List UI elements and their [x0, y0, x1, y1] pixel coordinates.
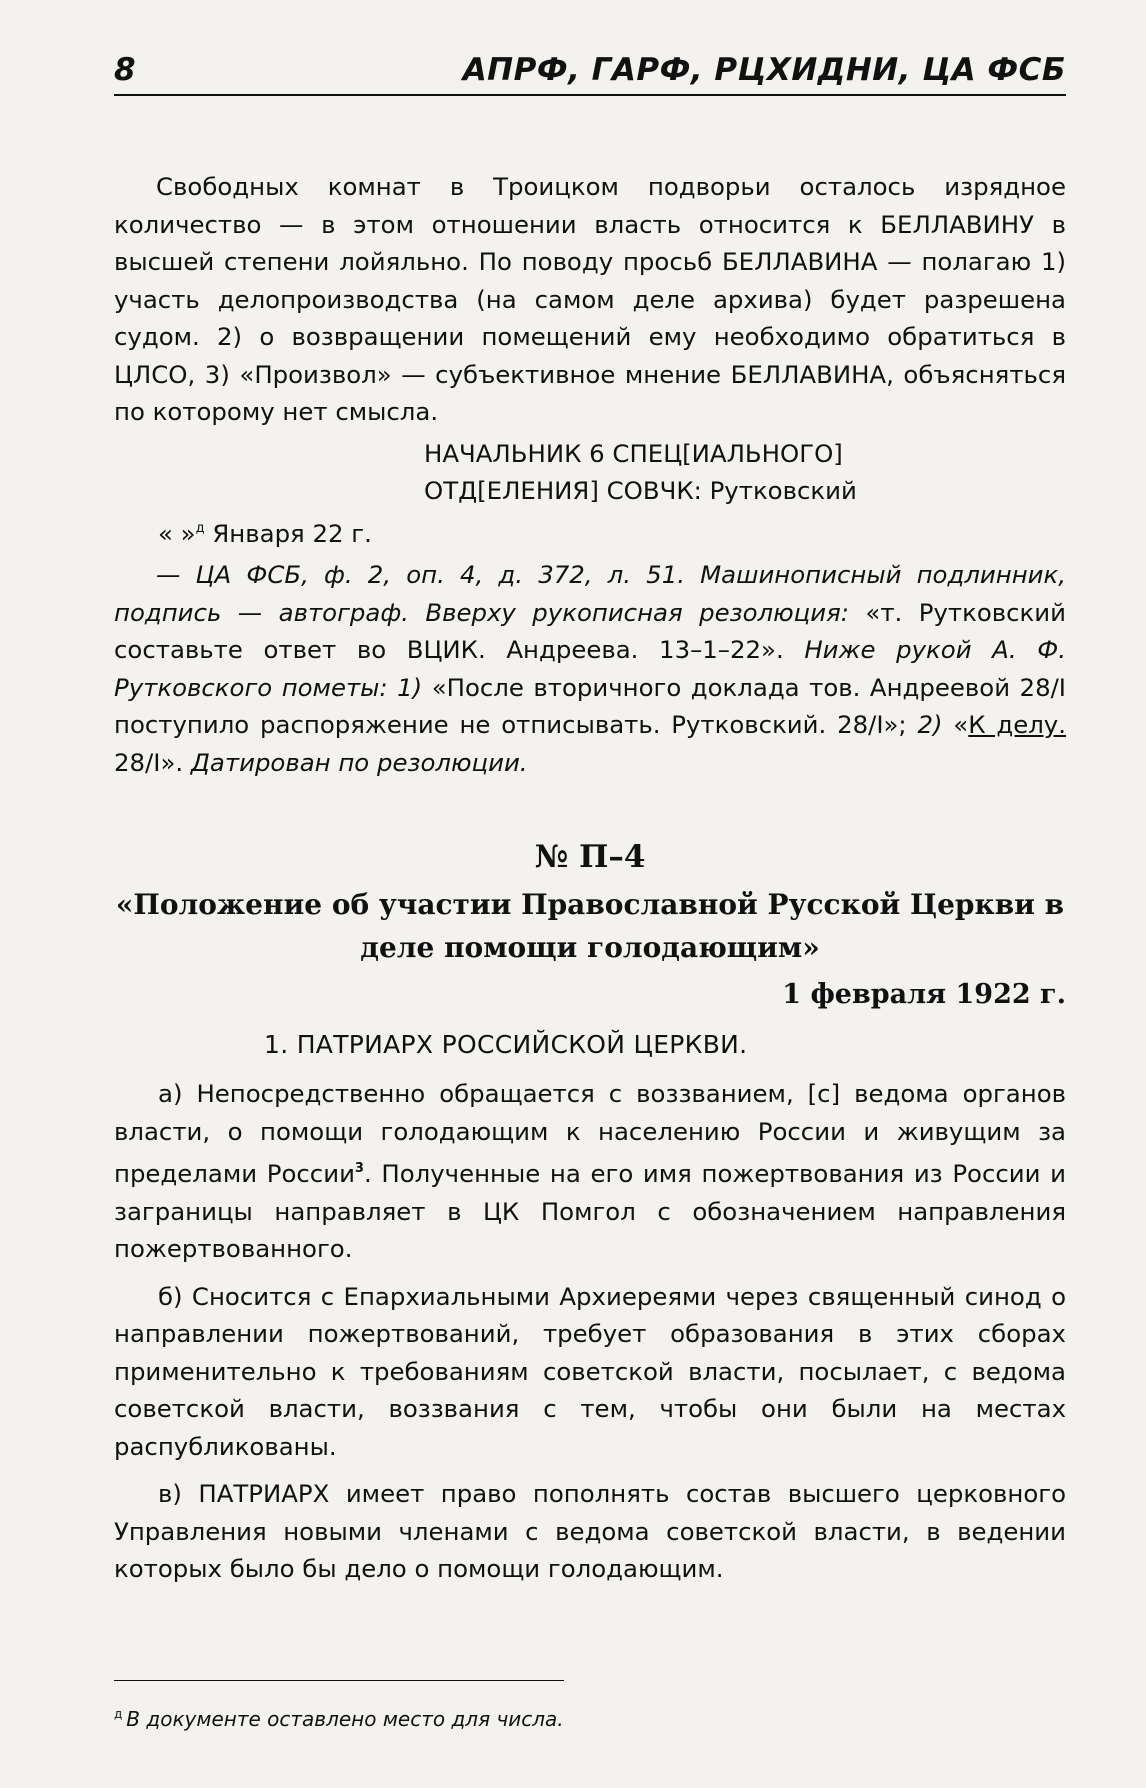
- source-part-4: «После вторичного доклада тов. Андреевой 28/I поступило распоряжение не отписывать. Рутковский. 28/I»;: [114, 672, 1066, 739]
- running-title: АПРФ, ГАРФ, РЦХИДНИ, ЦА ФСБ: [462, 52, 1066, 88]
- document-number: № П–4: [534, 839, 646, 875]
- footnote-text: В документе оставлено место для числа.: [126, 1707, 564, 1731]
- document-title: «Положение об участии Православной Русской Церкви в деле помощи голодающим»: [115, 888, 1065, 964]
- footnote-divider: [114, 1680, 564, 1681]
- document-date: 1 февраля 1922 г.: [782, 979, 1066, 1010]
- signature-block: [424, 435, 1066, 510]
- running-head: [114, 52, 1066, 96]
- date-suffix: Января 22 г.: [204, 518, 372, 548]
- source-part-5: 2): [906, 710, 954, 739]
- page: [114, 52, 1066, 1752]
- footnote-marker: д: [114, 1707, 123, 1721]
- item-a-text-1: а) Непосредственно обращается с воззванием, [с] ведома органов власти, о помощи голодающим к населению России и живущим за пределами России: [114, 1079, 1066, 1188]
- archival-source-note: [114, 556, 1066, 781]
- item-b: б) Сносится с Епархиальными Архиереями через священный синод о направлении пожертвований, требует образования в этих сборах применительно к требованиям советской власти, посылает, с ведома советской власти, воззвания с тем, чтобы они были на местах распубликованы.: [114, 1281, 1066, 1461]
- section-heading: 1. ПАТРИАРХ РОССИЙСКОЙ ЦЕРКВИ.: [264, 1030, 748, 1059]
- source-part-3: Ниже рукой А. Ф. Рутковского пометы: 1): [114, 635, 1066, 702]
- signature-line-1: НАЧАЛЬНИК 6 СПЕЦ[ИАЛЬНОГО]: [424, 438, 843, 468]
- item-a-footnote-marker: 3: [354, 1161, 364, 1176]
- letter-date: [158, 510, 1066, 553]
- signature-line-2: ОТД[ЕЛЕНИЯ] СОВЧК: Рутковский: [424, 476, 857, 505]
- source-part-2: «т. Рутковский составьте ответ во ВЦИК. Андреева. 13–1–22».: [114, 597, 1066, 664]
- letter-paragraph: Свободных комнат в Троицком подворьи осталось изрядное количество — в этом отношении власть относится к БЕЛЛАВИНУ в высшей степени лойяльно. По поводу просьб БЕЛЛАВИНА — полагаю 1) участь делопроизводства (на самом деле архива) будет разрешена судом. 2) о возвращении помещений ему необходимо обратиться в ЦЛСО, 3) «Произвол» — субъективное мнение БЕЛЛАВИНА, объясняться по которому нет смысла.: [114, 172, 1066, 426]
- source-part-7: К делу.: [968, 710, 1066, 739]
- date-prefix: « »: [158, 518, 196, 548]
- source-part-9: Датирован по резолюции.: [183, 747, 528, 777]
- item-a-text-2: . Полученные на его имя пожертвования из России и заграницы направляет в ЦК Помгол с обозначением направления пожертвованного.: [114, 1159, 1066, 1263]
- item-v: в) ПАТРИАРХ имеет право пополнять состав высшего церковного Управления новыми членами с ведома советской власти, в ведении которых было бы дело о помощи голодающим.: [114, 1479, 1066, 1583]
- source-part-1: — ЦА ФСБ, ф. 2, оп. 4, д. 372, л. 51. Машинописный подлинник, подпись — автограф. Вверху рукописная резолюция:: [114, 560, 1066, 627]
- date-footnote-marker: д: [195, 520, 205, 536]
- source-part-8: 28/I».: [114, 747, 184, 777]
- footnote: [114, 1707, 564, 1731]
- page-number: 8: [114, 52, 137, 88]
- item-a: [114, 1075, 1066, 1268]
- source-part-6: «: [953, 710, 969, 739]
